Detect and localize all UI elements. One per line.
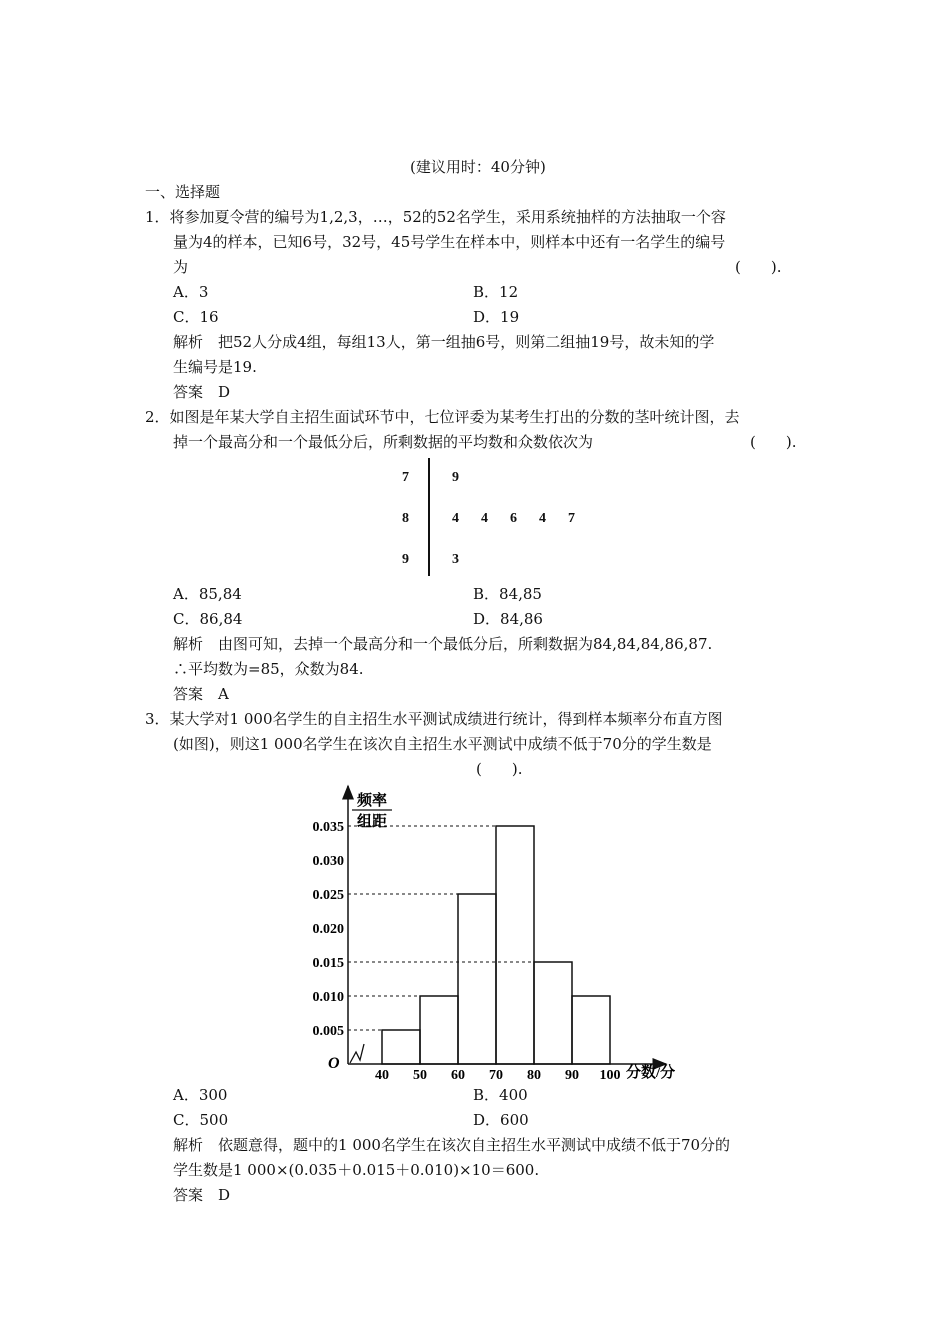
histogram-bar — [420, 996, 458, 1064]
q1-stem-line3: 为 — [173, 258, 189, 276]
q3-stem-line1: 3．某大学对1 000名学生的自主招生水平测试成绩进行统计，得到样本频率分布直方图 — [145, 710, 723, 728]
q1-option-a: A．3 — [173, 283, 209, 301]
x-tick-label: 50 — [413, 1068, 427, 1083]
q3-answer-paren: ( ). — [476, 760, 523, 778]
q2-analysis-line2: ∴平均数为=85，众数为84. — [173, 660, 364, 678]
stem-leaf-plot — [390, 458, 610, 578]
q2-option-b: B．84,85 — [473, 585, 542, 603]
q3-option-a: A．300 — [173, 1086, 228, 1104]
x-label: 分数/分 — [626, 1065, 676, 1081]
y-tick-label: 0.020 — [312, 922, 344, 937]
q3-option-d: D．600 — [473, 1111, 529, 1129]
stem-row-3: 9 — [402, 552, 409, 567]
x-tick-label: 90 — [565, 1068, 579, 1083]
q3-option-b: B．400 — [473, 1086, 528, 1104]
q2-option-c: C．86,84 — [173, 610, 243, 628]
q3-answer: 答案 D — [173, 1186, 231, 1204]
stem-row-1: 7 — [402, 470, 409, 485]
leaf: 4 — [539, 511, 546, 526]
y-tick-label: 0.025 — [312, 888, 344, 903]
y-tick-label: 0.015 — [312, 956, 344, 971]
origin-label: O — [328, 1055, 340, 1072]
x-tick-label: 70 — [489, 1068, 503, 1083]
y-tick-label: 0.010 — [312, 990, 344, 1005]
q2-option-d: D．84,86 — [473, 610, 543, 628]
q3-stem-line2: (如图)，则这1 000名学生在该次自主招生水平测试中成绩不低于70分的学生数是 — [173, 735, 712, 753]
leaf: 6 — [510, 511, 517, 526]
q1-analysis-line2: 生编号是19. — [173, 358, 257, 376]
q3-analysis-line2: 学生数是1 000×(0.035＋0.015＋0.010)×10＝600. — [173, 1161, 540, 1179]
leaf: 4 — [452, 511, 459, 526]
histogram-bar — [496, 826, 534, 1064]
q1-stem-line1: 1．将参加夏令营的编号为1,2,3，…，52的52名学生，采用系统抽样的方法抽取一个容 — [145, 208, 726, 226]
x-tick-label: 60 — [451, 1068, 465, 1083]
frequency-histogram — [280, 780, 700, 1085]
axis-break-mark — [350, 1044, 364, 1063]
time-hint: (建议用时：40分钟) — [410, 158, 546, 176]
y-tick-label: 0.005 — [312, 1024, 344, 1039]
leaf: 9 — [452, 470, 459, 485]
y-label-denominator: 组距 — [356, 814, 388, 830]
q3-option-c: C．500 — [173, 1111, 229, 1129]
histogram-bar — [382, 1030, 420, 1064]
q1-answer: 答案 D — [173, 383, 231, 401]
q1-answer-paren: ( ). — [735, 258, 782, 276]
y-label-numerator: 频率 — [356, 793, 388, 809]
q1-option-d: D．19 — [473, 308, 520, 326]
q1-stem-line2: 量为4的样本，已知6号，32号，45号学生在样本中，则样本中还有一名学生的编号 — [173, 233, 726, 251]
histogram-bar — [572, 996, 610, 1064]
q3-analysis-line1: 解析 依题意得，题中的1 000名学生在该次自主招生水平测试中成绩不低于70分的 — [173, 1136, 731, 1154]
histogram-bar — [534, 962, 572, 1064]
y-tick-label: 0.035 — [312, 820, 344, 835]
stem-row-2: 8 — [402, 511, 409, 526]
leaf: 3 — [452, 552, 459, 567]
y-tick-label: 0.030 — [312, 854, 344, 869]
section-title: 一、选择题 — [145, 183, 221, 201]
q1-analysis-line1: 解析 把52人分成4组，每组13人，第一组抽6号，则第二组抽19号，故未知的学 — [173, 333, 715, 351]
q2-answer-paren: ( ). — [750, 433, 797, 451]
q2-stem-line1: 2．如图是年某大学自主招生面试环节中，七位评委为某考生打出的分数的茎叶统计图，去 — [145, 408, 740, 426]
q2-option-a: A．85,84 — [173, 585, 242, 603]
q1-option-b: B．12 — [473, 283, 519, 301]
histogram-bar — [458, 894, 496, 1064]
x-tick-label: 100 — [599, 1068, 621, 1083]
q2-answer: 答案 A — [173, 685, 229, 703]
q2-analysis-line1: 解析 由图可知，去掉一个最高分和一个最低分后，所剩数据为84,84,84,86,87. — [173, 635, 713, 653]
x-tick-label: 40 — [375, 1068, 389, 1083]
leaf: 7 — [568, 511, 575, 526]
leaf: 4 — [481, 511, 488, 526]
q2-stem-line2: 掉一个最高分和一个最低分后，所剩数据的平均数和众数依次为 — [173, 433, 594, 451]
q1-option-c: C．16 — [173, 308, 219, 326]
stem-leaf-divider — [428, 458, 430, 576]
x-tick-label: 80 — [527, 1068, 541, 1083]
